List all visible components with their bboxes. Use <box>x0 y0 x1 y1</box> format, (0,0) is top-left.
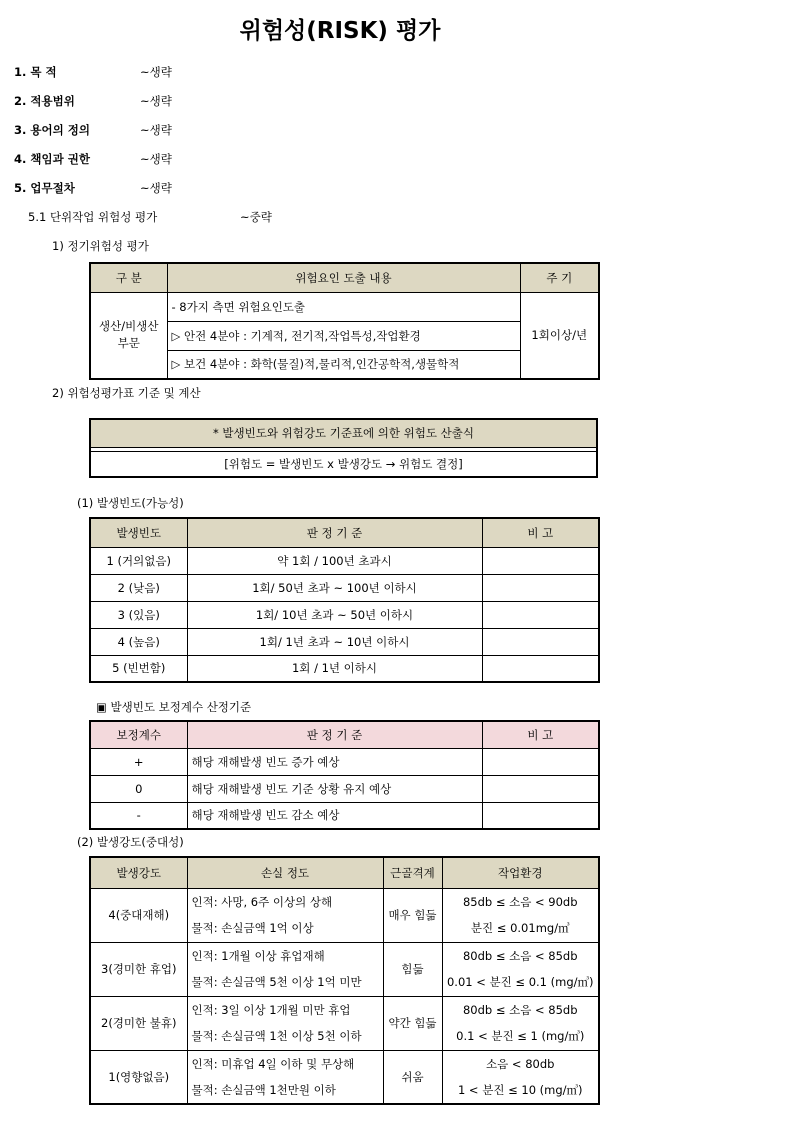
group-cell: 생산/비생산 부문 <box>90 292 167 379</box>
table-row <box>90 748 599 775</box>
env-noise: 85db ≤ 소음 < 90db <box>442 888 599 915</box>
table-row <box>90 775 599 802</box>
header-msd: 근골격계 <box>383 857 442 888</box>
loss-property: 물적: 손실금액 1천만원 이하 <box>187 1077 383 1104</box>
frequency-criteria: 1회/ 1년 초과 ~ 10년 이하시 <box>187 628 482 655</box>
section-1-note: ~생략 <box>140 65 172 79</box>
env-dust: 0.01 < 분진 ≤ 0.1 (mg/㎥) <box>442 969 599 996</box>
env-dust: 분진 ≤ 0.01mg/㎥ <box>442 915 599 942</box>
severity-level: 3(경미한 휴업) <box>90 942 187 996</box>
header-environment: 작업환경 <box>442 857 599 888</box>
severity-level: 1(영향없음) <box>90 1050 187 1104</box>
formula-header: * 발생빈도와 위험강도 기준표에 의한 위험도 산출식 <box>90 419 597 447</box>
header-content: 위험요인 도출 내용 <box>167 263 520 292</box>
correction-criteria: 해당 재해발생 빈도 기준 상황 유지 예상 <box>187 775 482 802</box>
correction-factor: + <box>90 748 187 775</box>
content-row: ▷ 안전 4분야 : 기계적, 전기적,작업특성,작업환경 <box>167 321 520 350</box>
env-noise: 80db ≤ 소음 < 85db <box>442 942 599 969</box>
formula-box <box>89 418 598 478</box>
header-criteria: 판 정 기 준 <box>187 518 482 547</box>
frequency-table <box>89 517 600 683</box>
section-5-heading: 5. 업무절차 <box>14 181 75 195</box>
formula-body: [위험도 = 발생빈도 x 발생강도 → 위험도 결정] <box>90 451 597 477</box>
content-row: - 8가지 측면 위험요인도출 <box>167 292 520 321</box>
table-row <box>90 802 599 829</box>
frequency-level: 4 (높음) <box>90 628 187 655</box>
loss-human: 인적: 미휴업 4일 이하 및 무상해 <box>187 1050 383 1077</box>
frequency-remark <box>482 655 599 682</box>
loss-property: 물적: 손실금액 5천 이상 1억 미만 <box>187 969 383 996</box>
subsection-5-1-note: ~중략 <box>240 210 272 224</box>
correction-remark <box>482 802 599 829</box>
table-row <box>90 574 599 601</box>
header-category: 구 분 <box>90 263 167 292</box>
item-2-heading: 2) 위험성평가표 기준 및 계산 <box>52 386 201 400</box>
periodic-assessment-table <box>89 262 600 380</box>
frequency-remark <box>482 601 599 628</box>
correction-remark <box>482 775 599 802</box>
content-row: ▷ 보건 4분야 : 화학(물질)적,물리적,인간공학적,생물학적 <box>167 350 520 379</box>
frequency-criteria: 1회/ 50년 초과 ~ 100년 이하시 <box>187 574 482 601</box>
frequency-criteria: 약 1회 / 100년 초과시 <box>187 547 482 574</box>
loss-human: 인적: 사망, 6주 이상의 상해 <box>187 888 383 915</box>
header-criteria: 판 정 기 준 <box>187 721 482 748</box>
section-3-heading: 3. 용어의 정의 <box>14 123 90 137</box>
severity-table <box>89 856 600 1105</box>
frequency-remark <box>482 547 599 574</box>
correction-heading: ▣ 발생빈도 보정계수 산정기준 <box>96 700 252 714</box>
header-cycle: 주 기 <box>520 263 599 292</box>
table-row <box>90 655 599 682</box>
loss-property: 물적: 손실금액 1천 이상 5천 이하 <box>187 1023 383 1050</box>
section-1-heading: 1. 목 적 <box>14 65 57 79</box>
frequency-remark <box>482 628 599 655</box>
header-frequency: 발생빈도 <box>90 518 187 547</box>
section-5-note: ~생략 <box>140 181 172 195</box>
frequency-level: 3 (있음) <box>90 601 187 628</box>
table-row <box>90 628 599 655</box>
env-noise: 소음 < 80db <box>442 1050 599 1077</box>
env-noise: 80db ≤ 소음 < 85db <box>442 996 599 1023</box>
frequency-level: 1 (거의없음) <box>90 547 187 574</box>
table-row <box>90 942 599 969</box>
header-remarks: 비 고 <box>482 518 599 547</box>
section-4-heading: 4. 책임과 권한 <box>14 152 90 166</box>
env-dust: 0.1 < 분진 ≤ 1 (mg/㎥) <box>442 1023 599 1050</box>
cycle-cell: 1회이상/년 <box>520 292 599 379</box>
header-correction: 보정계수 <box>90 721 187 748</box>
item-1-heading: 1) 정기위험성 평가 <box>52 239 149 253</box>
correction-criteria: 해당 재해발생 빈도 감소 예상 <box>187 802 482 829</box>
header-loss: 손실 정도 <box>187 857 383 888</box>
section-2-note: ~생략 <box>140 94 172 108</box>
table-row <box>90 888 599 915</box>
frequency-heading: (1) 발생빈도(가능성) <box>77 496 184 510</box>
loss-property: 물적: 손실금액 1억 이상 <box>187 915 383 942</box>
correction-table <box>89 720 600 830</box>
loss-human: 인적: 3일 이상 1개월 미만 휴업 <box>187 996 383 1023</box>
table-row <box>90 547 599 574</box>
correction-remark <box>482 748 599 775</box>
severity-level: 4(중대재해) <box>90 888 187 942</box>
header-remarks: 비 고 <box>482 721 599 748</box>
severity-heading: (2) 발생강도(중대성) <box>77 835 184 849</box>
correction-factor: 0 <box>90 775 187 802</box>
table-row <box>90 601 599 628</box>
subsection-5-1-heading: 5.1 단위작업 위험성 평가 <box>28 210 158 224</box>
frequency-level: 2 (낮음) <box>90 574 187 601</box>
correction-factor: - <box>90 802 187 829</box>
severity-level: 2(경미한 불휴) <box>90 996 187 1050</box>
frequency-criteria: 1회 / 1년 이하시 <box>187 655 482 682</box>
header-severity: 발생강도 <box>90 857 187 888</box>
correction-criteria: 해당 재해발생 빈도 증가 예상 <box>187 748 482 775</box>
loss-human: 인적: 1개월 이상 휴업재해 <box>187 942 383 969</box>
section-4-note: ~생략 <box>140 152 172 166</box>
section-2-heading: 2. 적용범위 <box>14 94 75 108</box>
page-title: 위험성(RISK) 평가 <box>239 18 441 44</box>
frequency-remark <box>482 574 599 601</box>
msd-level: 매우 힘듦 <box>383 888 442 942</box>
table-row <box>90 1050 599 1077</box>
msd-level: 쉬움 <box>383 1050 442 1104</box>
frequency-criteria: 1회/ 10년 초과 ~ 50년 이하시 <box>187 601 482 628</box>
msd-level: 힘듦 <box>383 942 442 996</box>
msd-level: 약간 힘듦 <box>383 996 442 1050</box>
frequency-level: 5 (빈번함) <box>90 655 187 682</box>
env-dust: 1 < 분진 ≤ 10 (mg/㎥) <box>442 1077 599 1104</box>
section-3-note: ~생략 <box>140 123 172 137</box>
table-row <box>90 996 599 1023</box>
